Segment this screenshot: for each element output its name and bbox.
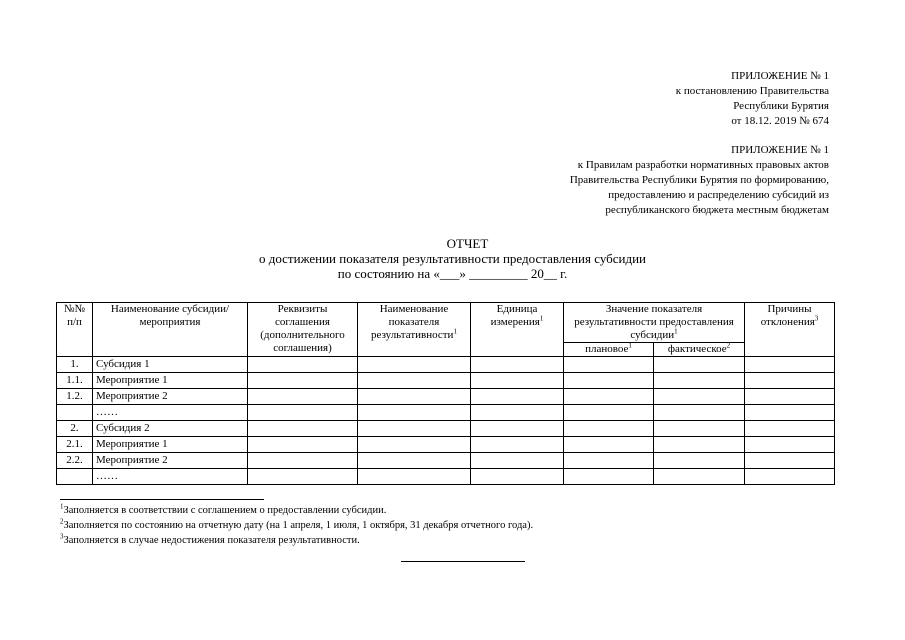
table-cell — [358, 389, 471, 405]
table-cell — [564, 389, 654, 405]
header-value-group-text: Значение показателя результативности предоставления субсидии — [574, 303, 734, 341]
annex-2-block — [570, 143, 829, 218]
report-heading: ОТЧЕТ — [446, 236, 489, 251]
table-cell — [358, 437, 471, 453]
table-cell — [654, 357, 745, 373]
annex-1-line: ПРИЛОЖЕНИЕ № 1 — [731, 70, 829, 82]
table-row — [57, 421, 835, 437]
footnote-ref: 3 — [814, 314, 819, 323]
row-name: Субсидия 1 — [93, 357, 248, 373]
header-value-group — [564, 303, 745, 343]
table-cell — [654, 405, 745, 421]
report-date-line: по состоянию на «___» _________ 20__ г. — [337, 266, 568, 281]
header-planned — [564, 343, 654, 357]
annex-2-line: республиканского бюджета местным бюджетам — [605, 204, 829, 216]
table-cell — [471, 421, 564, 437]
row-num: 1. — [57, 357, 93, 373]
table-cell — [654, 453, 745, 469]
table-cell — [471, 469, 564, 485]
table-row — [57, 469, 835, 485]
header-actual-text: фактическое — [667, 343, 727, 355]
table-cell — [745, 389, 835, 405]
table-cell — [745, 437, 835, 453]
footnote-text: Заполняется в соответствии с соглашением о предоставлении субсидии. — [63, 505, 387, 516]
footnote-mark: 2 — [60, 517, 64, 526]
table-cell — [745, 453, 835, 469]
table-cell — [745, 421, 835, 437]
table-cell — [564, 437, 654, 453]
table-cell — [654, 469, 745, 485]
table-row — [57, 453, 835, 469]
row-num: 1.2. — [57, 389, 93, 405]
footnote-ref: 2 — [726, 341, 731, 350]
table-row — [57, 437, 835, 453]
table-cell — [564, 421, 654, 437]
table-cell — [471, 453, 564, 469]
row-name: Мероприятие 2 — [93, 453, 248, 469]
footnote — [60, 518, 533, 533]
header-unit-text: Единица измерения — [490, 303, 540, 328]
table-cell — [248, 469, 358, 485]
table-cell — [745, 405, 835, 421]
table-cell — [358, 469, 471, 485]
header-name: Наименование субсидии/ мероприятия — [93, 303, 248, 357]
annex-2-line: к Правилам разработки нормативных правовых актов — [577, 159, 829, 171]
row-num: 1.1. — [57, 373, 93, 389]
table-cell — [745, 357, 835, 373]
header-requisites: Реквизиты соглашения (дополнительного соглашения) — [248, 303, 358, 357]
table-row — [57, 357, 835, 373]
table-cell — [248, 357, 358, 373]
table-cell — [358, 421, 471, 437]
footnote-ref: 1 — [674, 327, 678, 336]
row-num: 2. — [57, 421, 93, 437]
header-indicator-name — [358, 303, 471, 357]
header-reasons — [745, 303, 835, 357]
footnote-ref: 1 — [628, 341, 632, 350]
table-cell — [654, 437, 745, 453]
row-name: …… — [93, 405, 248, 421]
table-cell — [471, 373, 564, 389]
table-cell — [248, 437, 358, 453]
table-cell — [248, 389, 358, 405]
row-name: Мероприятие 1 — [93, 373, 248, 389]
row-num — [57, 469, 93, 485]
row-num: 2.1. — [57, 437, 93, 453]
annex-1-line: к постановлению Правительства — [675, 85, 829, 97]
row-num: 2.2. — [57, 453, 93, 469]
report-table — [56, 302, 835, 485]
table-cell — [654, 389, 745, 405]
footnote-text: Заполняется по состоянию на отчетную дату (на 1 апреля, 1 июля, 1 октября, 31 декабря отчетного года). — [63, 520, 534, 531]
table-cell — [745, 373, 835, 389]
row-name: Мероприятие 2 — [93, 389, 248, 405]
footnote-divider — [60, 499, 264, 500]
annex-2-line: ПРИЛОЖЕНИЕ № 1 — [731, 144, 829, 156]
table-cell — [471, 389, 564, 405]
table-cell — [471, 357, 564, 373]
table-cell — [471, 405, 564, 421]
footnote-mark: 3 — [60, 532, 64, 541]
footnote-text: Заполняется в случае недостижения показателя результативности. — [63, 535, 360, 546]
table-cell — [564, 357, 654, 373]
annex-2-line: Правительства Республики Бурятия по формированию, — [569, 174, 829, 186]
header-num: №№ п/п — [57, 303, 93, 357]
table-cell — [248, 405, 358, 421]
header-reasons-text: Причины отклонения — [760, 303, 815, 328]
table-cell — [358, 373, 471, 389]
footnote — [60, 533, 533, 548]
table-row — [57, 373, 835, 389]
table-cell — [358, 453, 471, 469]
row-num — [57, 405, 93, 421]
row-name: …… — [93, 469, 248, 485]
footnote-ref: 1 — [453, 327, 457, 336]
annex-1-line: от 18.12. 2019 № 674 — [731, 115, 829, 127]
annex-2-line: предоставлению и распределению субсидий из — [608, 189, 829, 201]
footnote — [60, 503, 533, 518]
table-cell — [358, 357, 471, 373]
table-cell — [358, 405, 471, 421]
footnotes-block — [60, 503, 533, 548]
row-name: Субсидия 2 — [93, 421, 248, 437]
table-row — [57, 389, 835, 405]
table-cell — [564, 405, 654, 421]
report-subheading: о достижении показателя результативности предоставления субсидии — [258, 251, 647, 266]
report-title-block — [0, 236, 905, 281]
header-unit — [471, 303, 564, 357]
annex-1-block — [676, 69, 829, 129]
table-cell — [248, 373, 358, 389]
table-cell — [471, 437, 564, 453]
footnote-mark: 1 — [60, 502, 64, 511]
row-name: Мероприятие 1 — [93, 437, 248, 453]
end-divider — [401, 561, 525, 562]
table-cell — [564, 453, 654, 469]
table-cell — [564, 373, 654, 389]
annex-1-line: Республики Бурятия — [733, 100, 829, 112]
footnote-ref: 1 — [539, 314, 544, 323]
table-cell — [248, 421, 358, 437]
table-row — [57, 405, 835, 421]
header-planned-text: плановое — [585, 343, 629, 355]
table-cell — [654, 421, 745, 437]
table-cell — [248, 453, 358, 469]
header-actual — [654, 343, 745, 357]
table-cell — [745, 469, 835, 485]
table-cell — [564, 469, 654, 485]
table-cell — [654, 373, 745, 389]
header-indicator-name-text: Наименование показателя результативности — [371, 303, 454, 341]
